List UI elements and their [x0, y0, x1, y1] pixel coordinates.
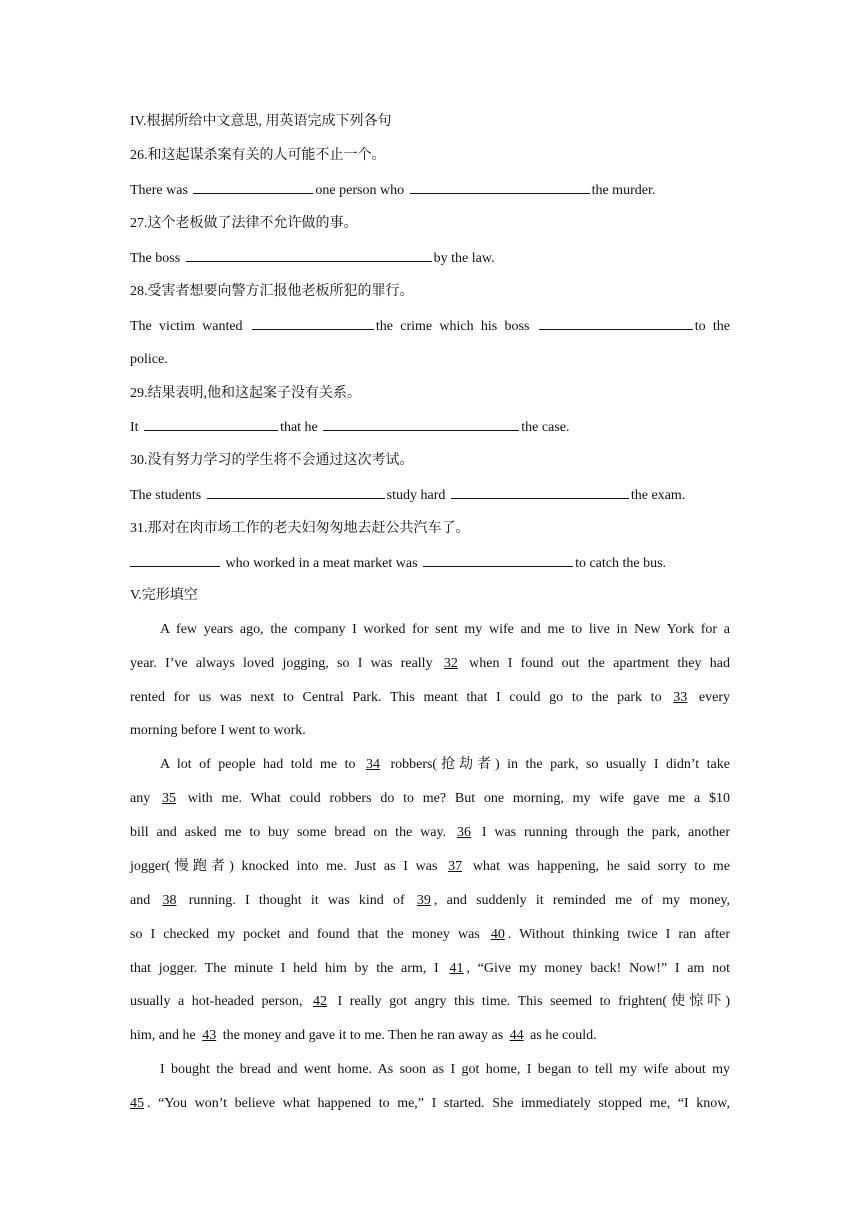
cloze-blank-32[interactable]: 32 — [443, 656, 458, 671]
cloze-blank-45[interactable]: 45 — [130, 1096, 144, 1111]
item-26-chinese: 26.和这起谋杀案有关的人可能不止一个。 — [130, 148, 386, 163]
item-26-english: There was one person who the murder. — [130, 183, 656, 198]
cloze-blank-43[interactable]: 43 — [202, 1028, 217, 1043]
passage-line: A lot of people had told me to 34 robbers(抢劫者) in the park, so usually I didn’t take — [160, 757, 730, 772]
item-28-english-cont: police. — [130, 352, 168, 367]
passage-line: bill and asked me to buy some bread on the way. 36 I was running through the park, another — [130, 825, 731, 840]
item-27-english: The boss by the law. — [130, 251, 495, 266]
cloze-blank-39[interactable]: 39 — [416, 893, 431, 908]
cloze-blank-44[interactable]: 44 — [509, 1028, 524, 1043]
passage-line: rented for us was next to Central Park. This meant that I could go to the park to 33 every — [130, 690, 731, 705]
passage-line: any 35 with me. What could robbers do to me? But one morning, my wife gave me a $10 — [130, 791, 731, 806]
cloze-blank-37[interactable]: 37 — [448, 859, 463, 874]
cloze-blank-38[interactable]: 38 — [162, 893, 177, 908]
passage-line: that jogger. The minute I held him by the arm, I 41 , “Give my money back! Now!” I am not — [130, 961, 730, 976]
passage-line: and 38 running. I thought it was kind of 39 , and suddenly it reminded me of my money, — [130, 893, 731, 908]
answer-blank[interactable] — [423, 554, 573, 567]
passage-line: A few years ago, the company I worked for sent my wife and me to live in New York for a — [160, 622, 730, 637]
passage-line: year. I’ve always loved jogging, so I was really 32 when I found out the apartment they had — [130, 656, 731, 671]
cloze-blank-36[interactable]: 36 — [456, 825, 471, 840]
answer-blank[interactable] — [193, 181, 313, 194]
passage-line: so I checked my pocket and found that the money was 40 . Without thinking twice I ran after — [130, 927, 730, 942]
answer-blank[interactable] — [144, 418, 278, 431]
passage-line: 45 . “You won’t believe what happened to me,” I started. She immediately stopped me, “I know, — [130, 1096, 730, 1111]
item-27-chinese: 27.这个老板做了法律不允许做的事。 — [130, 216, 358, 231]
answer-blank[interactable] — [130, 554, 220, 567]
item-29-english: It that he the case. — [130, 420, 570, 435]
answer-blank[interactable] — [207, 486, 385, 499]
item-28-english: The victim wanted the crime which his boss to the — [130, 319, 731, 334]
answer-blank[interactable] — [451, 486, 629, 499]
passage-line: I bought the bread and went home. As soon as I got home, I began to tell my wife about my — [160, 1062, 730, 1077]
cloze-blank-35[interactable]: 35 — [162, 791, 176, 806]
passage-line: usually a hot-headed person, 42 I really got angry this time. This seemed to frighten(使惊吓) — [130, 994, 731, 1009]
item-30-chinese: 30.没有努力学习的学生将不会通过这次考试。 — [130, 453, 414, 468]
answer-blank[interactable] — [252, 317, 374, 330]
answer-blank[interactable] — [539, 317, 693, 330]
cloze-blank-40[interactable]: 40 — [490, 927, 505, 942]
cloze-blank-42[interactable]: 42 — [312, 994, 327, 1009]
item-31-english: who worked in a meat market was to catch the bus. — [130, 554, 730, 573]
cloze-blank-34[interactable]: 34 — [365, 757, 380, 772]
answer-blank[interactable] — [410, 181, 590, 194]
cloze-blank-41[interactable]: 41 — [449, 961, 464, 976]
passage-line: him, and he 43 the money and gave it to me. Then he ran away as 44 as he could. — [130, 1028, 597, 1043]
item-31-chinese: 31.那对在肉市场工作的老夫妇匆匆地去赶公共汽车了。 — [130, 521, 470, 536]
item-29-chinese: 29.结果表明,他和这起案子没有关系。 — [130, 386, 361, 401]
passage-line: morning before I went to work. — [130, 723, 306, 738]
answer-blank[interactable] — [323, 418, 519, 431]
item-30-english: The students study hard the exam. — [130, 488, 686, 503]
item-28-chinese: 28.受害者想要向警方汇报他老板所犯的罪行。 — [130, 284, 414, 299]
section-v-heading: V.完形填空 — [130, 588, 198, 603]
cloze-blank-33[interactable]: 33 — [673, 690, 688, 705]
passage-line: jogger(慢跑者) knocked into me. Just as I was 37 what was happening, he said sorry to me — [130, 859, 730, 874]
answer-blank[interactable] — [186, 249, 432, 262]
section-iv-heading: IV.根据所给中文意思, 用英语完成下列各句 — [130, 114, 392, 129]
